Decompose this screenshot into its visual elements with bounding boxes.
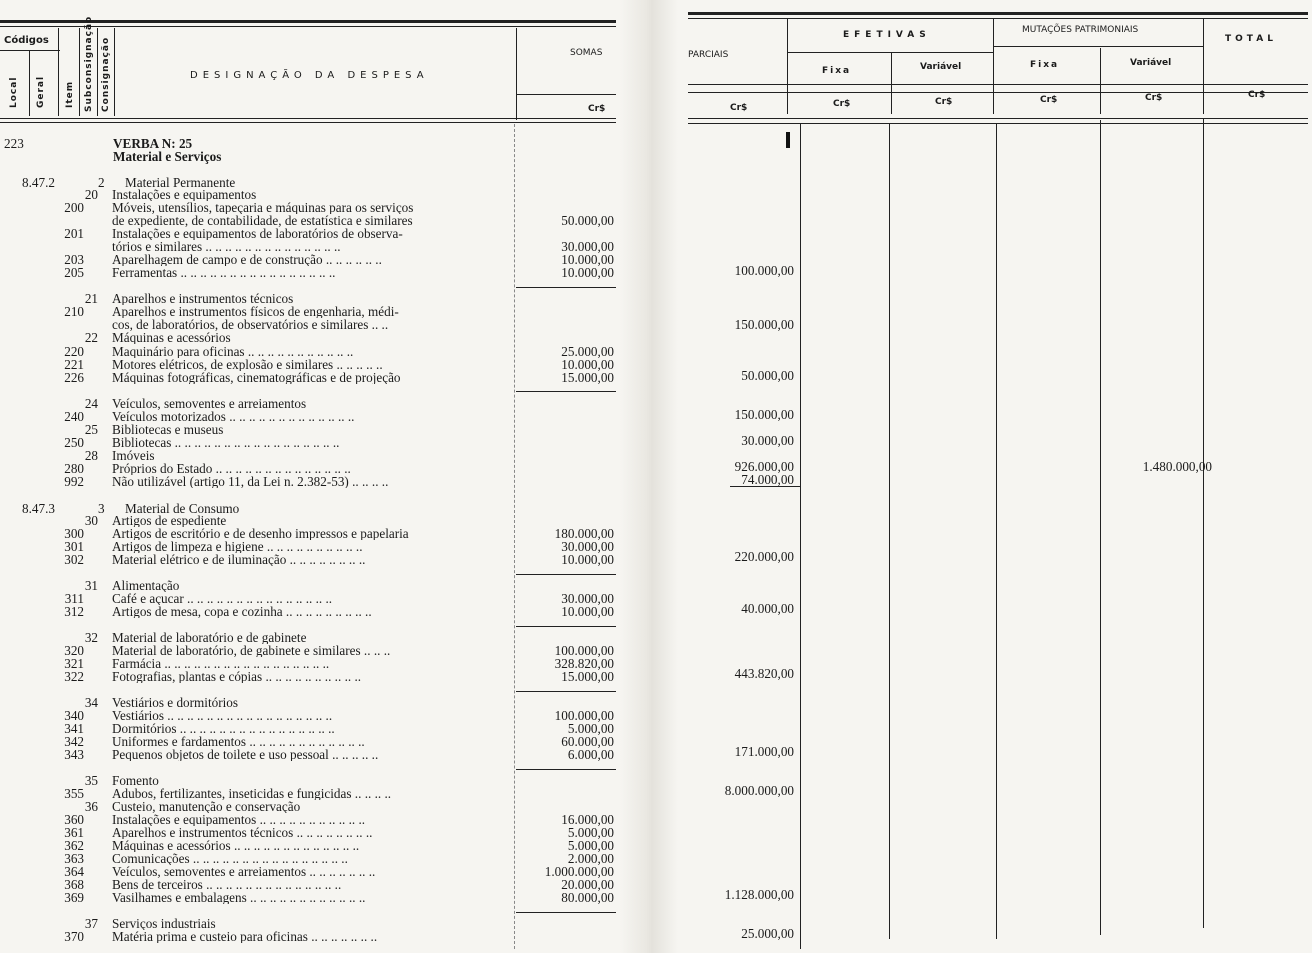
item-description: Artigos de mesa, copa e cozinha .. .. .. .. .. .. .. .. ..	[112, 605, 372, 618]
expense-row	[0, 305, 616, 318]
item-description: Bens de terceiros .. .. .. .. .. .. .. .. .. .. .. .. .. ..	[112, 878, 342, 891]
expense-row	[0, 709, 616, 722]
item-description: Alimentação	[112, 579, 180, 592]
currency-label: Cr$	[730, 103, 748, 113]
subtotal-rule	[516, 691, 616, 692]
item-code: 200	[64, 200, 84, 215]
item-code: 203	[64, 252, 84, 267]
expense-row	[0, 852, 616, 865]
item-amount: 25.000,00	[561, 344, 614, 359]
expense-row	[0, 930, 616, 943]
item-description: tórios e similares .. .. .. .. .. .. .. .. .. .. .. .. .. ..	[112, 240, 341, 253]
item-code: 369	[64, 890, 84, 905]
ink-mark	[786, 132, 790, 148]
expense-row	[0, 670, 616, 683]
item-description: Artigos de espediente	[112, 514, 227, 527]
parcial-value: 40.000,00	[741, 601, 794, 616]
col-divider	[891, 52, 892, 114]
expense-row	[0, 227, 616, 240]
section-num: 3	[98, 501, 105, 516]
mutacoes-header: MUTAÇÕES PATRIMONIAIS	[1022, 25, 1139, 35]
fixa-header: Fixa	[822, 66, 852, 76]
parcial-value: 150.000,00	[734, 407, 794, 422]
expense-row	[0, 397, 616, 410]
item-code: 368	[64, 877, 84, 892]
column-rule	[996, 124, 997, 939]
item-amount: 10.000,00	[561, 265, 614, 280]
expense-row	[0, 449, 616, 462]
parcial-value: 25.000,00	[741, 926, 794, 941]
sub-header-rule	[688, 84, 1308, 85]
col-item: Item	[65, 80, 75, 108]
expense-row	[0, 253, 616, 266]
parcial-value: 443.820,00	[734, 666, 794, 681]
item-code: 34	[84, 695, 98, 710]
item-description: Bibliotecas e museus	[112, 423, 224, 436]
item-code: 37	[84, 916, 98, 931]
item-description: Motores elétricos, de explosão e similares .. .. .. .. ..	[112, 358, 383, 371]
item-amount: 16.000,00	[561, 812, 614, 827]
item-code: 24	[84, 396, 98, 411]
designacao-header: DESIGNAÇÃO DA DESPESA	[190, 70, 429, 81]
item-amount: 10.000,00	[561, 552, 614, 567]
col-divider	[58, 28, 59, 116]
item-description: Aparelhos e instrumentos técnicos .. .. .. .. .. .. .. ..	[112, 826, 373, 839]
page-gutter	[620, 0, 678, 953]
header-bottom-rule	[688, 118, 1308, 119]
parcial-value: 50.000,00	[741, 368, 794, 383]
item-amount: 5.000,00	[567, 721, 614, 736]
item-description: Artigos de limpeza e higiene .. .. .. .. .. .. .. .. .. ..	[112, 540, 363, 553]
item-description: Pequenos objetos de toilete e uso pessoal .. .. .. .. ..	[112, 748, 379, 761]
column-rule	[1100, 120, 1101, 935]
item-code: 322	[64, 669, 84, 684]
item-description: Ferramentas .. .. .. .. .. .. .. .. .. .. .. .. .. .. .. ..	[112, 266, 336, 279]
expense-row	[0, 553, 616, 566]
efetivas-header: EFETIVAS	[843, 30, 931, 40]
expense-row	[0, 917, 616, 930]
item-amount: 10.000,00	[561, 252, 614, 267]
item-description: Maquinário para oficinas .. .. .. .. .. .. .. .. .. .. ..	[112, 345, 354, 358]
partial-sum-rule	[730, 486, 800, 487]
item-description: Máquinas e acessórios .. .. .. .. .. .. .. .. .. .. .. .. ..	[112, 839, 360, 852]
item-description: Material de laboratório, de gabinete e similares .. .. ..	[112, 644, 391, 657]
section-code: 8.47.2	[22, 175, 55, 190]
expense-row	[0, 592, 616, 605]
parcial-value: 1.128.000,00	[724, 887, 794, 902]
sub-header-rule	[688, 92, 1308, 93]
col-local: Local	[9, 76, 19, 108]
item-description: Serviços industriais	[112, 917, 216, 930]
total-header: TOTAL	[1225, 34, 1277, 44]
item-code: 210	[64, 304, 84, 319]
column-rule	[800, 124, 801, 949]
expense-row	[0, 201, 616, 214]
item-description: Artigos de escritório e de desenho impressos e papelaria	[112, 527, 409, 540]
parcial-value: 171.000,00	[734, 744, 794, 759]
item-amount: 15.000,00	[561, 370, 614, 385]
expense-row	[0, 748, 616, 761]
item-amount: 100.000,00	[554, 708, 614, 723]
mutacoes-rule	[993, 46, 1203, 47]
item-amount: 1.000.000,00	[544, 864, 614, 879]
item-code: 28	[84, 448, 98, 463]
item-code: 302	[64, 552, 84, 567]
expense-row	[0, 605, 616, 618]
col-geral: Geral	[36, 75, 46, 108]
item-description: Máquinas fotográficas, cinematográficas e de projeção	[112, 371, 401, 384]
item-code: 992	[64, 474, 84, 489]
item-description: Vestiários .. .. .. .. .. .. .. .. .. .. .. .. .. .. .. .. ..	[112, 709, 333, 722]
expense-row	[0, 878, 616, 891]
item-description: Café e açucar .. .. .. .. .. .. .. .. .. .. .. .. .. .. ..	[112, 592, 333, 605]
verba-title: VERBA N: 25	[113, 136, 193, 151]
item-amount: 30.000,00	[561, 539, 614, 554]
item-code: 226	[64, 370, 84, 385]
item-code: 240	[64, 409, 84, 424]
parcial-value: 220.000,00	[734, 549, 794, 564]
col-subconsignacao: Subconsignação	[84, 15, 94, 112]
item-amount: 100.000,00	[554, 643, 614, 658]
expense-row	[0, 475, 616, 488]
expense-row	[0, 540, 616, 553]
item-code: 363	[64, 851, 84, 866]
expense-row	[0, 462, 616, 475]
expense-row	[0, 423, 616, 436]
expense-row	[0, 345, 616, 358]
column-rule	[1203, 118, 1204, 928]
col-divider	[1100, 48, 1101, 114]
item-amount: 60.000,00	[561, 734, 614, 749]
somas-rule	[516, 94, 616, 95]
item-description: Veículos, semoventes e arreiamentos .. .. .. .. .. .. ..	[112, 865, 376, 878]
item-code: 312	[64, 604, 84, 619]
item-amount: 5.000,00	[567, 825, 614, 840]
item-description: Vasilhames e embalagens .. .. .. .. .. .. .. .. .. .. .. ..	[112, 891, 366, 904]
item-amount: 20.000,00	[561, 877, 614, 892]
top-rule-thin	[688, 18, 1308, 19]
item-description: Aparelhos e instrumentos técnicos	[112, 292, 294, 305]
expense-row	[0, 696, 616, 709]
col-divider	[79, 28, 80, 116]
item-description: cos, de laboratórios, de observatórios e similares .. ..	[112, 318, 389, 331]
header-bottom-rule-2	[688, 123, 1308, 124]
expense-row	[0, 839, 616, 852]
expense-row	[0, 735, 616, 748]
item-description: Uniformes e fardamentos .. .. .. .. .. .. .. .. .. .. .. ..	[112, 735, 365, 748]
expense-row	[0, 188, 616, 201]
variavel-header: Variável	[920, 62, 962, 72]
item-code: 21	[84, 291, 98, 306]
item-description: Material de laboratório e de gabinete	[112, 631, 307, 644]
header-bottom-rule-2	[0, 122, 616, 123]
item-amount: 50.000,00	[561, 213, 614, 228]
item-code: 364	[64, 864, 84, 879]
item-description: Farmácia .. .. .. .. .. .. .. .. .. .. .. .. .. .. .. .. ..	[112, 657, 330, 670]
item-code: 30	[84, 513, 98, 528]
expense-row	[0, 358, 616, 371]
item-code: 301	[64, 539, 84, 554]
item-description: Bibliotecas .. .. .. .. .. .. .. .. .. .. .. .. .. .. .. .. ..	[112, 436, 340, 449]
item-amount: 6.000,00	[567, 747, 614, 762]
col-divider	[29, 50, 30, 116]
item-code: 220	[64, 344, 84, 359]
item-description: Veículos, semoventes e arreiamentos	[112, 397, 307, 410]
amount-divider	[514, 124, 515, 949]
col-consignacao: Consignação	[101, 36, 111, 112]
item-amount: 30.000,00	[561, 591, 614, 606]
item-description: Não utilizável (artigo 11, da Lei n. 2.382-53) .. .. .. ..	[112, 475, 389, 488]
parciais-header: PARCIAIS	[688, 50, 729, 60]
subtotal-rule	[516, 287, 616, 288]
codigos-rule	[0, 50, 60, 51]
item-code: 355	[64, 786, 84, 801]
column-rule	[889, 124, 890, 939]
item-code: 36	[84, 799, 98, 814]
item-code: 340	[64, 708, 84, 723]
item-code: 32	[84, 630, 98, 645]
item-code: 360	[64, 812, 84, 827]
item-code: 343	[64, 747, 84, 762]
item-code: 35	[84, 773, 98, 788]
item-code: 201	[64, 226, 84, 241]
variavel-header: Variável	[1130, 58, 1172, 68]
item-amount: 328.820,00	[554, 656, 614, 671]
item-code: 370	[64, 929, 84, 944]
item-description: Matéria prima e custeio para oficinas .. .. .. .. .. .. ..	[112, 930, 378, 943]
item-code: 205	[64, 265, 84, 280]
item-amount: 10.000,00	[561, 604, 614, 619]
parcial-value: 926.000,00	[734, 459, 794, 474]
expense-row	[0, 813, 616, 826]
expense-row	[0, 644, 616, 657]
item-description: Veículos motorizados .. .. .. .. .. .. .. .. .. .. .. .. ..	[112, 410, 355, 423]
expense-row	[0, 722, 616, 735]
subtotal-rule	[516, 912, 616, 913]
item-description: Vestiários e dormitórios	[112, 696, 238, 709]
parcial-value: 30.000,00	[741, 433, 794, 448]
item-code: 31	[84, 578, 98, 593]
item-description: Próprios do Estado .. .. .. .. .. .. .. .. .. .. .. .. .. ..	[112, 462, 351, 475]
col-divider	[1203, 18, 1204, 114]
expense-row	[0, 527, 616, 540]
somas-currency: Cr$	[588, 104, 606, 114]
item-description: Comunicações .. .. .. .. .. .. .. .. .. .. .. .. .. .. .. ..	[112, 852, 348, 865]
item-description: Custeio, manutenção e conservação	[112, 800, 301, 813]
expense-row	[0, 657, 616, 670]
section-label: Material de Consumo	[125, 501, 240, 516]
efetivas-rule	[787, 52, 993, 53]
parcial-value: 100.000,00	[734, 263, 794, 278]
somas-header: SOMAS	[570, 48, 603, 58]
currency-label: Cr$	[1145, 93, 1163, 103]
header-bottom-rule	[0, 118, 616, 119]
item-code: 20	[84, 187, 98, 202]
expense-row	[0, 631, 616, 644]
subtotal-rule	[516, 769, 616, 770]
section-label: Material Permanente	[125, 175, 236, 190]
col-divider	[114, 28, 115, 116]
item-code: 361	[64, 825, 84, 840]
expense-row	[0, 826, 616, 839]
item-amount: 80.000,00	[561, 890, 614, 905]
subtotal-rule	[516, 391, 616, 392]
item-code: 22	[84, 330, 98, 345]
parcial-value: 150.000,00	[734, 317, 794, 332]
item-description: Instalações e equipamentos	[112, 188, 257, 201]
item-description: Fotografias, plantas e cópias .. .. .. .. .. .. .. .. .. ..	[112, 670, 362, 683]
subtotal-rule	[516, 574, 616, 575]
item-description: Adubos, fertilizantes, inseticidas e fungicidas .. .. .. ..	[112, 787, 392, 800]
item-code: 280	[64, 461, 84, 476]
item-description: Instalações e equipamentos .. .. .. .. .. .. .. .. .. .. ..	[112, 813, 366, 826]
item-amount: 5.000,00	[567, 838, 614, 853]
item-code: 341	[64, 721, 84, 736]
expense-row	[0, 240, 616, 253]
currency-label: Cr$	[1040, 95, 1058, 105]
item-code: 250	[64, 435, 84, 450]
expense-row	[0, 891, 616, 904]
item-description: Dormitórios .. .. .. .. .. .. .. .. .. .. .. .. .. .. .. ..	[112, 722, 335, 735]
item-description: Instalações e equipamentos de laboratórios de observa-	[112, 227, 403, 240]
expense-row	[0, 371, 616, 384]
expense-row	[0, 865, 616, 878]
codigos-label: Códigos	[4, 35, 49, 46]
item-code: 300	[64, 526, 84, 541]
item-amount: 15.000,00	[561, 669, 614, 684]
expense-row	[0, 292, 616, 305]
mutacao-fixa-total: 1.480.000,00	[1142, 459, 1212, 474]
item-description: Máquinas e acessórios	[112, 331, 231, 344]
item-code: 342	[64, 734, 84, 749]
parcial-value: 8.000.000,00	[724, 783, 794, 798]
col-divider	[787, 18, 788, 114]
parcial-value: 74.000,00	[741, 472, 794, 487]
section-code: 8.47.3	[22, 501, 55, 516]
item-description: Aparelhagem de campo e de construção .. .. .. .. .. ..	[112, 253, 382, 266]
section-num: 2	[98, 175, 105, 190]
item-description: Material elétrico e de iluminação .. .. .. .. .. .. .. ..	[112, 553, 366, 566]
item-amount: 180.000,00	[554, 526, 614, 541]
expense-row	[0, 800, 616, 813]
currency-label: Cr$	[833, 99, 851, 109]
item-description: Móveis, utensílios, tapeçaria e máquinas para os serviços	[112, 201, 414, 214]
item-description: Imóveis	[112, 449, 155, 462]
expense-row	[0, 579, 616, 592]
expense-row	[0, 266, 616, 279]
expense-row	[0, 514, 616, 527]
expense-row	[0, 331, 616, 344]
verba-local: 223	[4, 136, 24, 151]
item-description: Aparelhos e instrumentos físicos de engenharia, médi-	[112, 305, 399, 318]
item-description: Fomento	[112, 774, 159, 787]
currency-label: Cr$	[1248, 90, 1266, 100]
currency-label: Cr$	[935, 97, 953, 107]
item-code: 25	[84, 422, 98, 437]
item-amount: 10.000,00	[561, 357, 614, 372]
item-amount: 30.000,00	[561, 239, 614, 254]
col-divider	[516, 28, 517, 120]
expense-row	[0, 774, 616, 787]
subtotal-rule	[516, 626, 616, 627]
item-code: 311	[64, 591, 84, 606]
col-divider	[97, 28, 98, 116]
item-code: 362	[64, 838, 84, 853]
item-code: 221	[64, 357, 84, 372]
item-code: 321	[64, 656, 84, 671]
top-rule	[688, 12, 1308, 15]
fixa-header: Fixa	[1030, 60, 1060, 70]
item-description: de expediente, de contabilidade, de estatística e similares	[112, 214, 413, 227]
expense-row	[0, 214, 616, 227]
col-divider	[993, 18, 994, 114]
item-code: 320	[64, 643, 84, 658]
item-amount: 2.000,00	[567, 851, 614, 866]
verba-subtitle: Material e Serviços	[113, 149, 222, 164]
